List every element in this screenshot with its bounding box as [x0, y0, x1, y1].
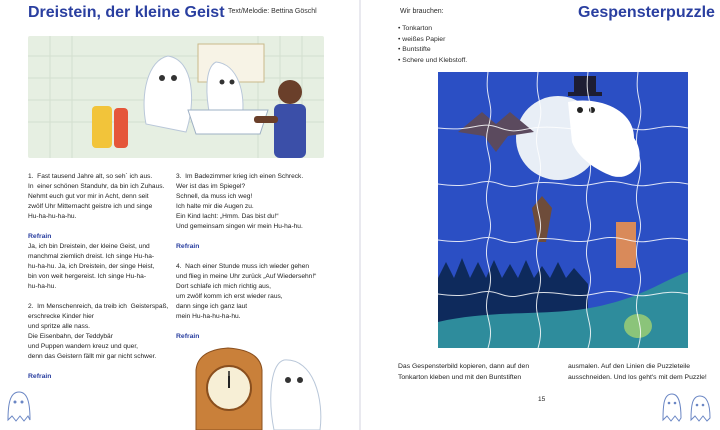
verse-1-line-5: Hu-ha-hu-ha-hu. — [28, 213, 77, 220]
verse-4-line-3: Dort schlafe ich mich richtig aus, — [176, 283, 271, 290]
instructions-line: ausmalen. Auf den Linien die Puzzleteile — [568, 363, 691, 370]
refrain-label-1: Refrain — [28, 233, 52, 240]
instructions-left — [398, 362, 529, 383]
lyrics-column-right — [176, 172, 316, 342]
materials-list — [398, 24, 467, 66]
instructions-right — [568, 362, 707, 383]
puzzle-title: Gespensterpuzzle — [578, 4, 715, 21]
verse-1-line-2: In einer schönen Standuhr, da bin ich Zuhaus. — [28, 183, 165, 190]
verse-2-line-1: 2. Im Menschenreich, da treib ich Geisterspaß, — [28, 303, 169, 310]
verse-4-line-6: mein Hu-ha-hu-ha-hu. — [176, 313, 241, 320]
verse-2-line-2: erschrecke Kinder hier — [28, 313, 94, 320]
refrain-line-3: hu-ha-hu. Ja, ich Dreistein, der singe Heist, — [28, 263, 155, 270]
verse-3-line-5: Ein Kind lacht: „Hmm. Das bist du!“ — [176, 213, 279, 220]
ghost-icon — [4, 390, 34, 424]
verse-4-line-2: und flieg in meine Uhr zurück „Auf Wiedersehn!“ — [176, 273, 317, 280]
verse-4-line-1: 4. Nach einer Stunde muss ich wieder gehen — [176, 263, 310, 270]
refrain-line-2: manchmal ziemlich dreist. Ich singe Hu-ha- — [28, 253, 155, 260]
page-number: 15 — [538, 396, 546, 403]
clock-ghost-illustration — [184, 340, 334, 430]
left-page — [0, 0, 359, 430]
verse-1-line-3: Nehmt euch gut vor mir in Acht, denn seit — [28, 193, 149, 200]
instructions-line: Tonkarton kleben und mit den Buntstiften — [398, 373, 522, 381]
verse-3-line-3: Schnell, da muss ich weg! — [176, 193, 253, 200]
refrain-line-1: Ja, ich bin Dreistein, der kleine Geist, und — [28, 243, 150, 250]
materials-label: Wir brauchen: — [400, 8, 444, 15]
song-title: Dreistein, der kleine Geist — [28, 4, 225, 21]
materials-item: • weißes Papier — [398, 35, 467, 46]
lyrics-column-left — [28, 172, 168, 382]
verse-2-line-3: und spritze alle nass. — [28, 323, 90, 330]
refrain-label-4: Refrain — [176, 333, 200, 340]
verse-3-line-6: Und gemeinsam singen wir mein Hu-ha-hu. — [176, 223, 303, 230]
ghost-puzzle-picture — [438, 72, 688, 348]
verse-2-line-5: und Puppen wandern kreuz und quer, — [28, 343, 138, 350]
verse-1-line-1: 1. Fast tausend Jahre alt, so seh´ ich aus. — [28, 173, 153, 180]
refrain-line-5: hu-ha-hu. — [28, 283, 57, 290]
materials-item: • Schere und Klebstoff. — [398, 56, 467, 67]
ghost-icon — [660, 392, 716, 424]
verse-3-line-4: Ich halte mir die Augen zu. — [176, 203, 254, 210]
verse-1-line-4: zwölf Uhr Mitternacht geistre ich und singe — [28, 203, 153, 210]
instructions-line: Das Gespensterbild kopieren, dann auf den — [398, 363, 530, 370]
song-credit: Text/Melodie: Bettina Göschl — [228, 8, 317, 15]
verse-2-line-6: denn das Geistern fällt mir gar nicht schwer. — [28, 353, 157, 360]
instructions-line: ausschneiden. Und los geht's mit dem Puzzle! — [568, 373, 707, 381]
verse-3-line-2: Wer ist das im Spiegel? — [176, 183, 246, 190]
refrain-label-3: Refrain — [176, 243, 200, 250]
refrain-line-4: bin von weit hergereist. Ich singe Hu-ha- — [28, 273, 147, 280]
materials-item: • Tonkarton — [398, 24, 467, 35]
verse-4-line-5: dann singe ich ganz laut — [176, 303, 248, 310]
refrain-label-2: Refrain — [28, 373, 52, 380]
bathroom-illustration — [28, 36, 324, 158]
verse-4-line-4: um zwölf komm ich erst wieder raus, — [176, 293, 283, 300]
materials-item: • Buntstifte — [398, 45, 467, 56]
verse-2-line-4: Die Eisenbahn, der Teddybär — [28, 333, 113, 340]
verse-3-line-1: 3. Im Badezimmer krieg ich einen Schreck. — [176, 173, 304, 180]
